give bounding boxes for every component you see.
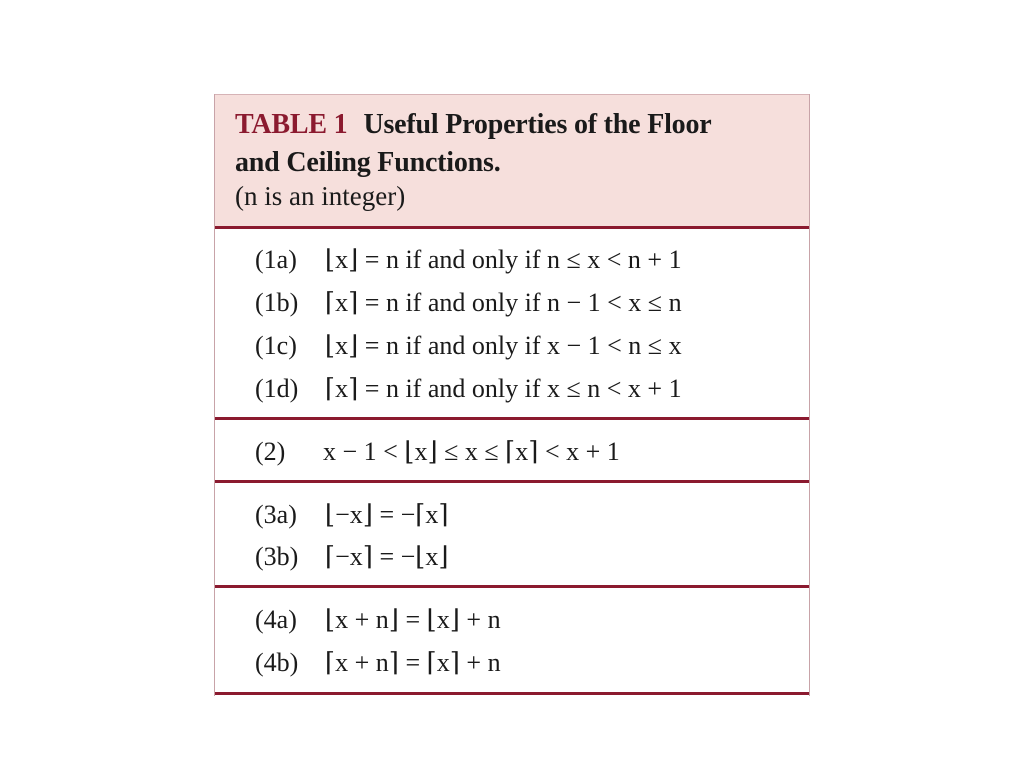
property-label: (4b)	[255, 648, 299, 677]
property-formula: ⌈x + n⌉ = ⌈x⌉ + n	[325, 648, 501, 677]
table-title	[235, 109, 712, 141]
property-formula: ⌈x⌉ = n if and only if n − 1 < x ≤ n	[325, 288, 682, 317]
table-title-line2: and Ceiling Functions.	[235, 147, 501, 178]
property-formula: ⌈x⌉ = n if and only if x ≤ n < x + 1	[325, 374, 682, 403]
property-row-1d	[255, 370, 682, 408]
property-label: (3a)	[255, 500, 297, 529]
property-formula: ⌊x⌋ = n if and only if n ≤ x < n + 1	[325, 245, 682, 274]
section-divider	[215, 480, 809, 483]
property-row-3b	[255, 538, 449, 576]
table-title-text: Useful Properties of the Floor	[363, 109, 712, 140]
property-row-1c	[255, 327, 682, 365]
table-header	[215, 94, 809, 226]
table-number: TABLE 1	[235, 109, 348, 140]
property-label: (1a)	[255, 245, 297, 274]
property-label: (1c)	[255, 331, 297, 360]
floor-ceiling-table	[214, 94, 810, 696]
property-row-3a	[255, 496, 449, 534]
section-divider	[215, 692, 809, 695]
property-formula: ⌊x + n⌋ = ⌊x⌋ + n	[325, 605, 501, 634]
property-label: (2)	[255, 437, 286, 466]
section-divider	[215, 585, 809, 588]
property-formula: ⌈−x⌉ = −⌊x⌋	[325, 542, 449, 571]
table-subtitle: (n is an integer)	[235, 181, 406, 211]
property-row-4b	[255, 644, 501, 682]
property-formula: x − 1 < ⌊x⌋ ≤ x ≤ ⌈x⌉ < x + 1	[323, 437, 620, 466]
property-row-4a	[255, 601, 501, 639]
property-label: (1d)	[255, 374, 299, 403]
section-divider	[215, 226, 809, 229]
property-formula: ⌊−x⌋ = −⌈x⌉	[325, 500, 449, 529]
property-label: (1b)	[255, 288, 299, 317]
property-row-1b	[255, 284, 682, 322]
property-row-1a	[255, 241, 682, 279]
section-divider	[215, 417, 809, 420]
property-row-2	[255, 433, 620, 471]
property-label: (3b)	[255, 542, 299, 571]
property-label: (4a)	[255, 605, 297, 634]
property-formula: ⌊x⌋ = n if and only if x − 1 < n ≤ x	[325, 331, 682, 360]
